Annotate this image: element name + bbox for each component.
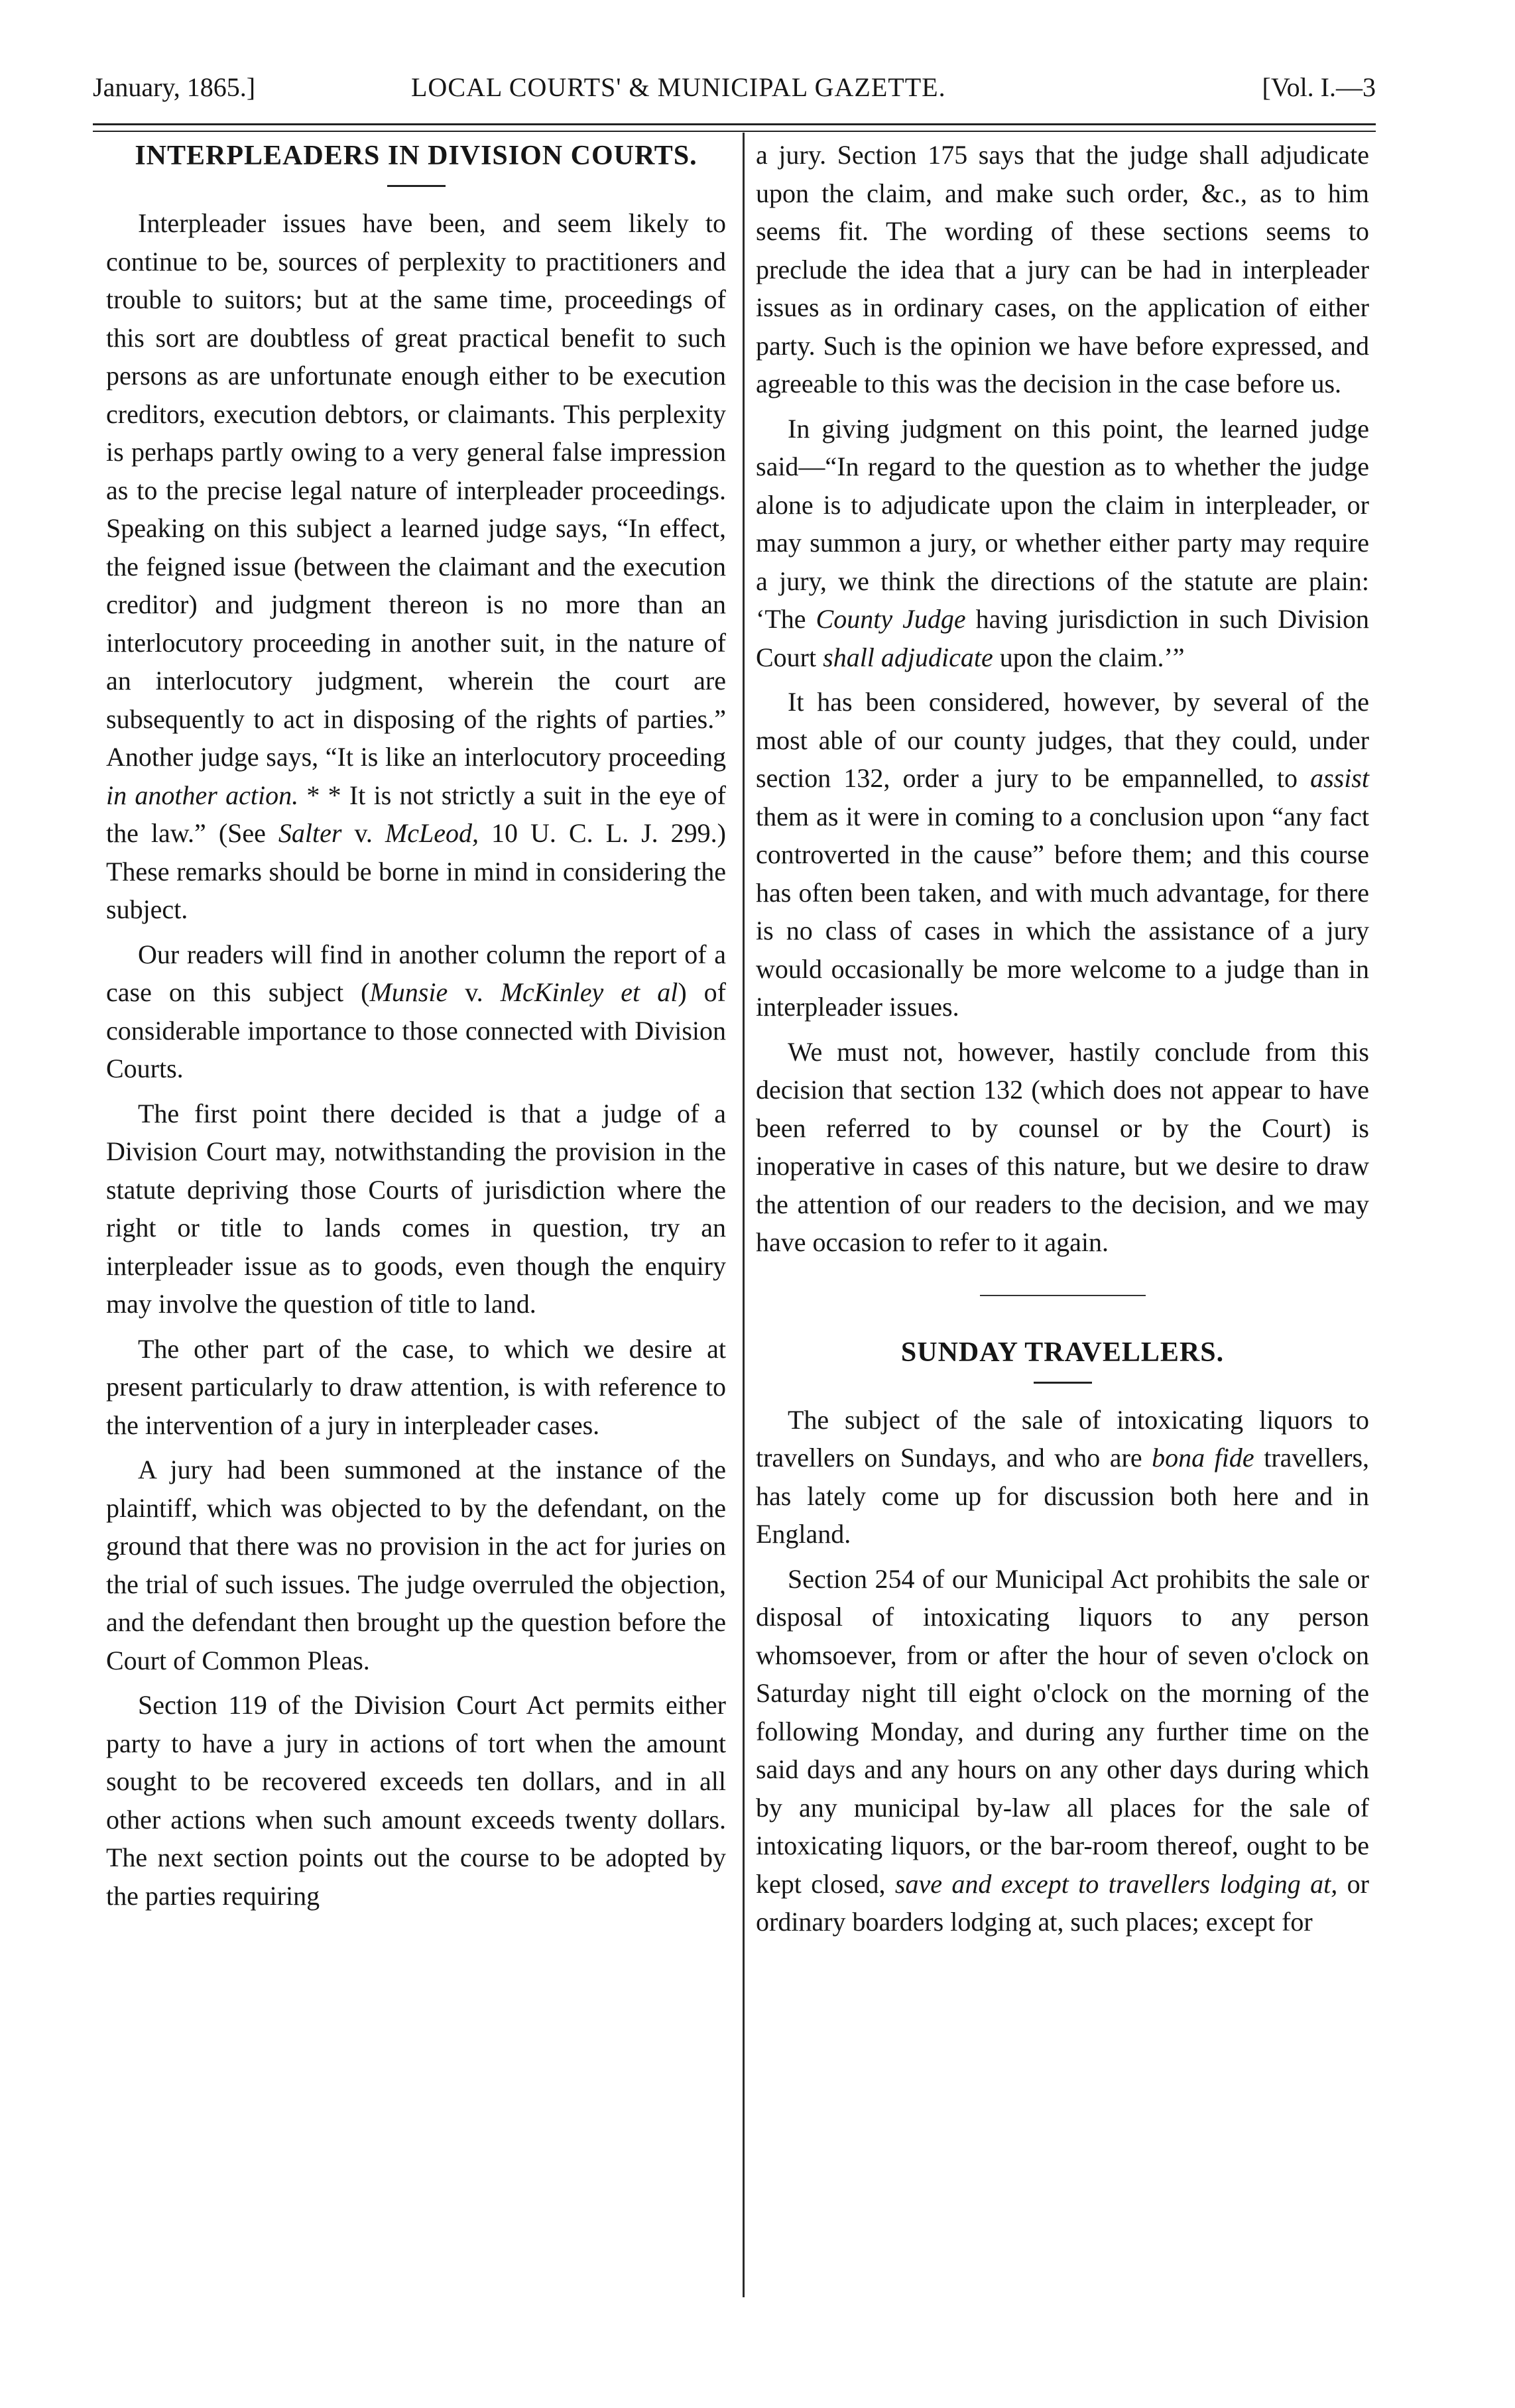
paragraph: Section 254 of our Municipal Act prohibits the sale or disposal of intoxicating liquors to any person whomsoever, from or after the hour of seven o'clock on Saturday night till eight o'clock on the morning of the following Monday, and during any further time on the said days and any hours on any other days during which by any municipal by-law all places for the sale of intoxicating liquors, or the bar-room thereof, ought to be kept closed, save and except to travellers lodging at, or ordinary boarders lodging at, such places; except for xyxy=(756,1563,1369,1937)
section-separator xyxy=(980,1295,1146,1296)
paragraph: A jury had been summoned at the instance of the plaintiff, which was objected to by the defendant, on the ground that there was no provision in the act for juries on the trial of such issues. The judge overruled the objection, and the defendant then brought up the question before the Court of Common Pleas. xyxy=(106,1455,726,1675)
paragraph: Section 119 of the Division Court Act permits either party to have a jury in actions of tort when the amount sought to be recovered exceeds ten dollars, and in all other actions when such amount exceeds twenty dollars. The next section points out the course to be adopted by the parties requiring xyxy=(106,1690,726,1911)
column-divider xyxy=(743,133,745,2297)
paragraph: It has been considered, however, by several of the most able of our county judges, that they could, under section 132, order a jury to be empannelled, to assist them as it were in coming to a conclusion upon “any fact controverted in the cause” before them; and this course has often been taken, and with much advantage, for there is no class of cases in which the assistance of a jury would occasionally be more welcome to a judge than in interpleader issues. xyxy=(756,687,1369,1022)
paragraph: We must not, however, hastily conclude from this decision that section 132 (which does not appear to have been referred to by counsel or by the Court) is inoperative in cases of this nature, but we desire to draw the attention of our readers to the decision, and we may have occasion to refer to it again. xyxy=(756,1036,1369,1257)
right-column xyxy=(756,136,1369,1948)
publication-title: LOCAL COURTS' & MUNICIPAL GAZETTE. xyxy=(411,72,946,102)
article-title-sunday-travellers: SUNDAY TRAVELLERS. xyxy=(900,1337,1225,1368)
paragraph: In giving judgment on this point, the learned judge said—“In regard to the question as to whether the judge alone is to adjudicate upon the claim in interpleader, or may summon a jury, or whether either party may require a jury, we think the directions of the statute are plain: ‘The County Judge having jurisdiction in such Division Court shall adjudicate upon the claim.’” xyxy=(756,413,1369,672)
article-title-interpleaders: INTERPLEADERS IN DIVISION COURTS. xyxy=(135,141,697,171)
title-rule xyxy=(1034,1382,1092,1384)
paragraph: Interpleader issues have been, and seem likely to continue to be, sources of perplexity to practitioners and trouble to suitors; but at the same time, proceedings of this sort are doubtless of great practical benefit to such persons as are unfortunate enough either to be execution creditors, execution debtors, or claimants. This perplexity is perhaps partly owing to a very general false impression as to the precise legal nature of interpleader proceedings. Speaking on this subject a learned judge says, “In effect, the feigned issue (between the claimant and the execution creditor) and judgment thereon is no more than an interlocutory proceeding in another suit, in the nature of an interlocutory judgment, wherein the court are subsequently to act in disposing of the rights of parties.” Another judge says, “It is like an interlocutory proceeding in another action. * * It is not strictly a suit in the eye of the law.” (See Salter v. McLeod, 10 U. C. L. J. 299.) These remarks should be borne in mind in considering the subject. xyxy=(106,208,727,924)
paragraph: Our readers will find in another column the report of a case on this subject (Munsie v. McKinley et al) of considerable importance to those connected with Division Courts. xyxy=(106,939,727,1083)
header-rule-top xyxy=(93,123,1376,125)
paragraph: The first point there decided is that a judge of a Division Court may, notwithstanding the provision in the statute depriving those Courts of jurisdiction where the right or title to lands comes in question, try an interpleader issue as to goods, even though the enquiry may involve the question of title to land. xyxy=(106,1098,726,1319)
header-rule-bottom xyxy=(93,131,1376,132)
issue-date: January, 1865.] xyxy=(93,72,256,102)
title-rule xyxy=(387,185,446,187)
page-header xyxy=(93,52,1376,118)
paragraph: The subject of the sale of intoxicating liquors to travellers on Sundays, and who are bona fide travellers, has lately come up for discussion both here and in England. xyxy=(756,1404,1370,1549)
paragraph: The other part of the case, to which we desire at present particularly to draw attention, is with reference to the intervention of a jury in interpleader cases. xyxy=(106,1333,726,1440)
paragraph-continued: a jury. Section 175 says that the judge shall adjudicate upon the claim, and make such order, &c., as to him seems fit. The wording of these sections seems to preclude the idea that a jury can be had in interpleader issues as in ordinary cases, on the application of either party. Such is the opinion we have before expressed, and agreeable to this was the decision in the case before us. xyxy=(756,140,1369,398)
left-column xyxy=(106,136,726,1921)
volume-page-number: [Vol. I.—3 xyxy=(1262,72,1376,102)
